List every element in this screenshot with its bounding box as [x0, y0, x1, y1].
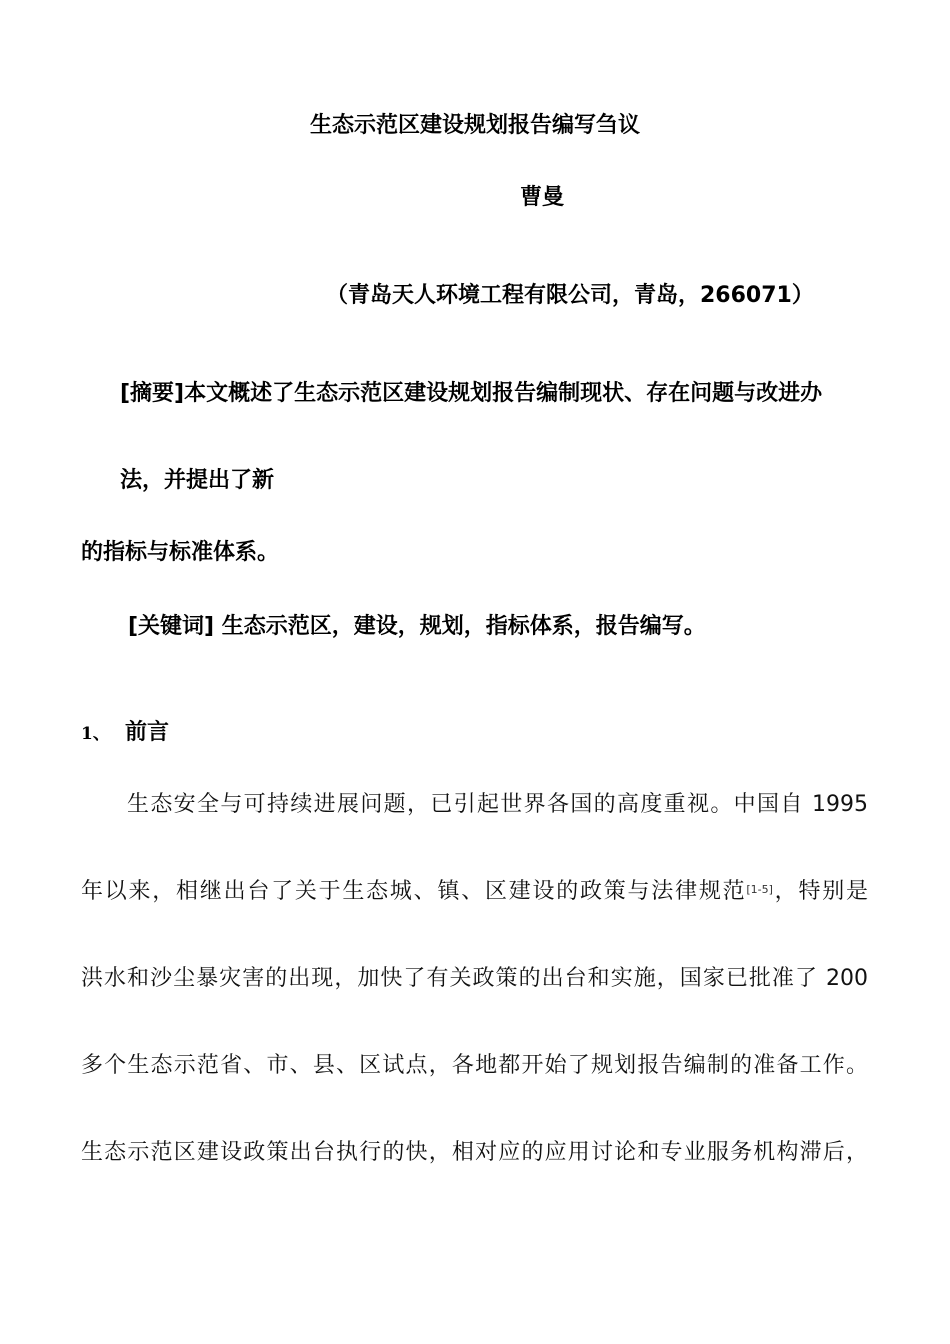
paper-title: 生态示范区建设规划报告编写刍议 [309, 113, 640, 138]
author-name: 曹曼 [520, 185, 565, 210]
citation-ref: [1-5] [746, 883, 773, 896]
body-line-2-tail: ，特别是 [772, 879, 868, 904]
body-line-5: 生态示范区建设政策出台执行的快，相对应的应用讨论和专业服务机构滞后， [81, 1140, 868, 1165]
abstract-line-2: 法，并提出了新 [120, 468, 275, 493]
keywords: [关键词] 生态示范区，建设，规划，指标体系，报告编写。 [128, 614, 706, 639]
abstract-line-1: [摘要]本文概述了生态示范区建设规划报告编制现状、存在问题与改进办 [120, 381, 823, 406]
body-line-3: 洪水和沙尘暴灾害的出现，加快了有关政策的出台和实施，国家已批准了 200 [81, 966, 868, 991]
body-line-4: 多个生态示范省、市、县、区试点，各地都开始了规划报告编制的准备工作。 [81, 1053, 868, 1078]
body-line-2 [81, 877, 868, 907]
abstract-line-3: 的指标与标准体系。 [81, 540, 280, 565]
section-title: 前言 [125, 720, 170, 745]
body-line-1: 生态安全与可持续进展问题，已引起世界各国的高度重视。中国自 1995 [127, 792, 868, 817]
section-number: 1、 [81, 724, 110, 744]
author-affiliation: （青岛天人环境工程有限公司，青岛，266071） [326, 283, 814, 308]
body-line-2-text: 年以来，相继出台了关于生态城、镇、区建设的政策与法律规范 [81, 879, 747, 904]
